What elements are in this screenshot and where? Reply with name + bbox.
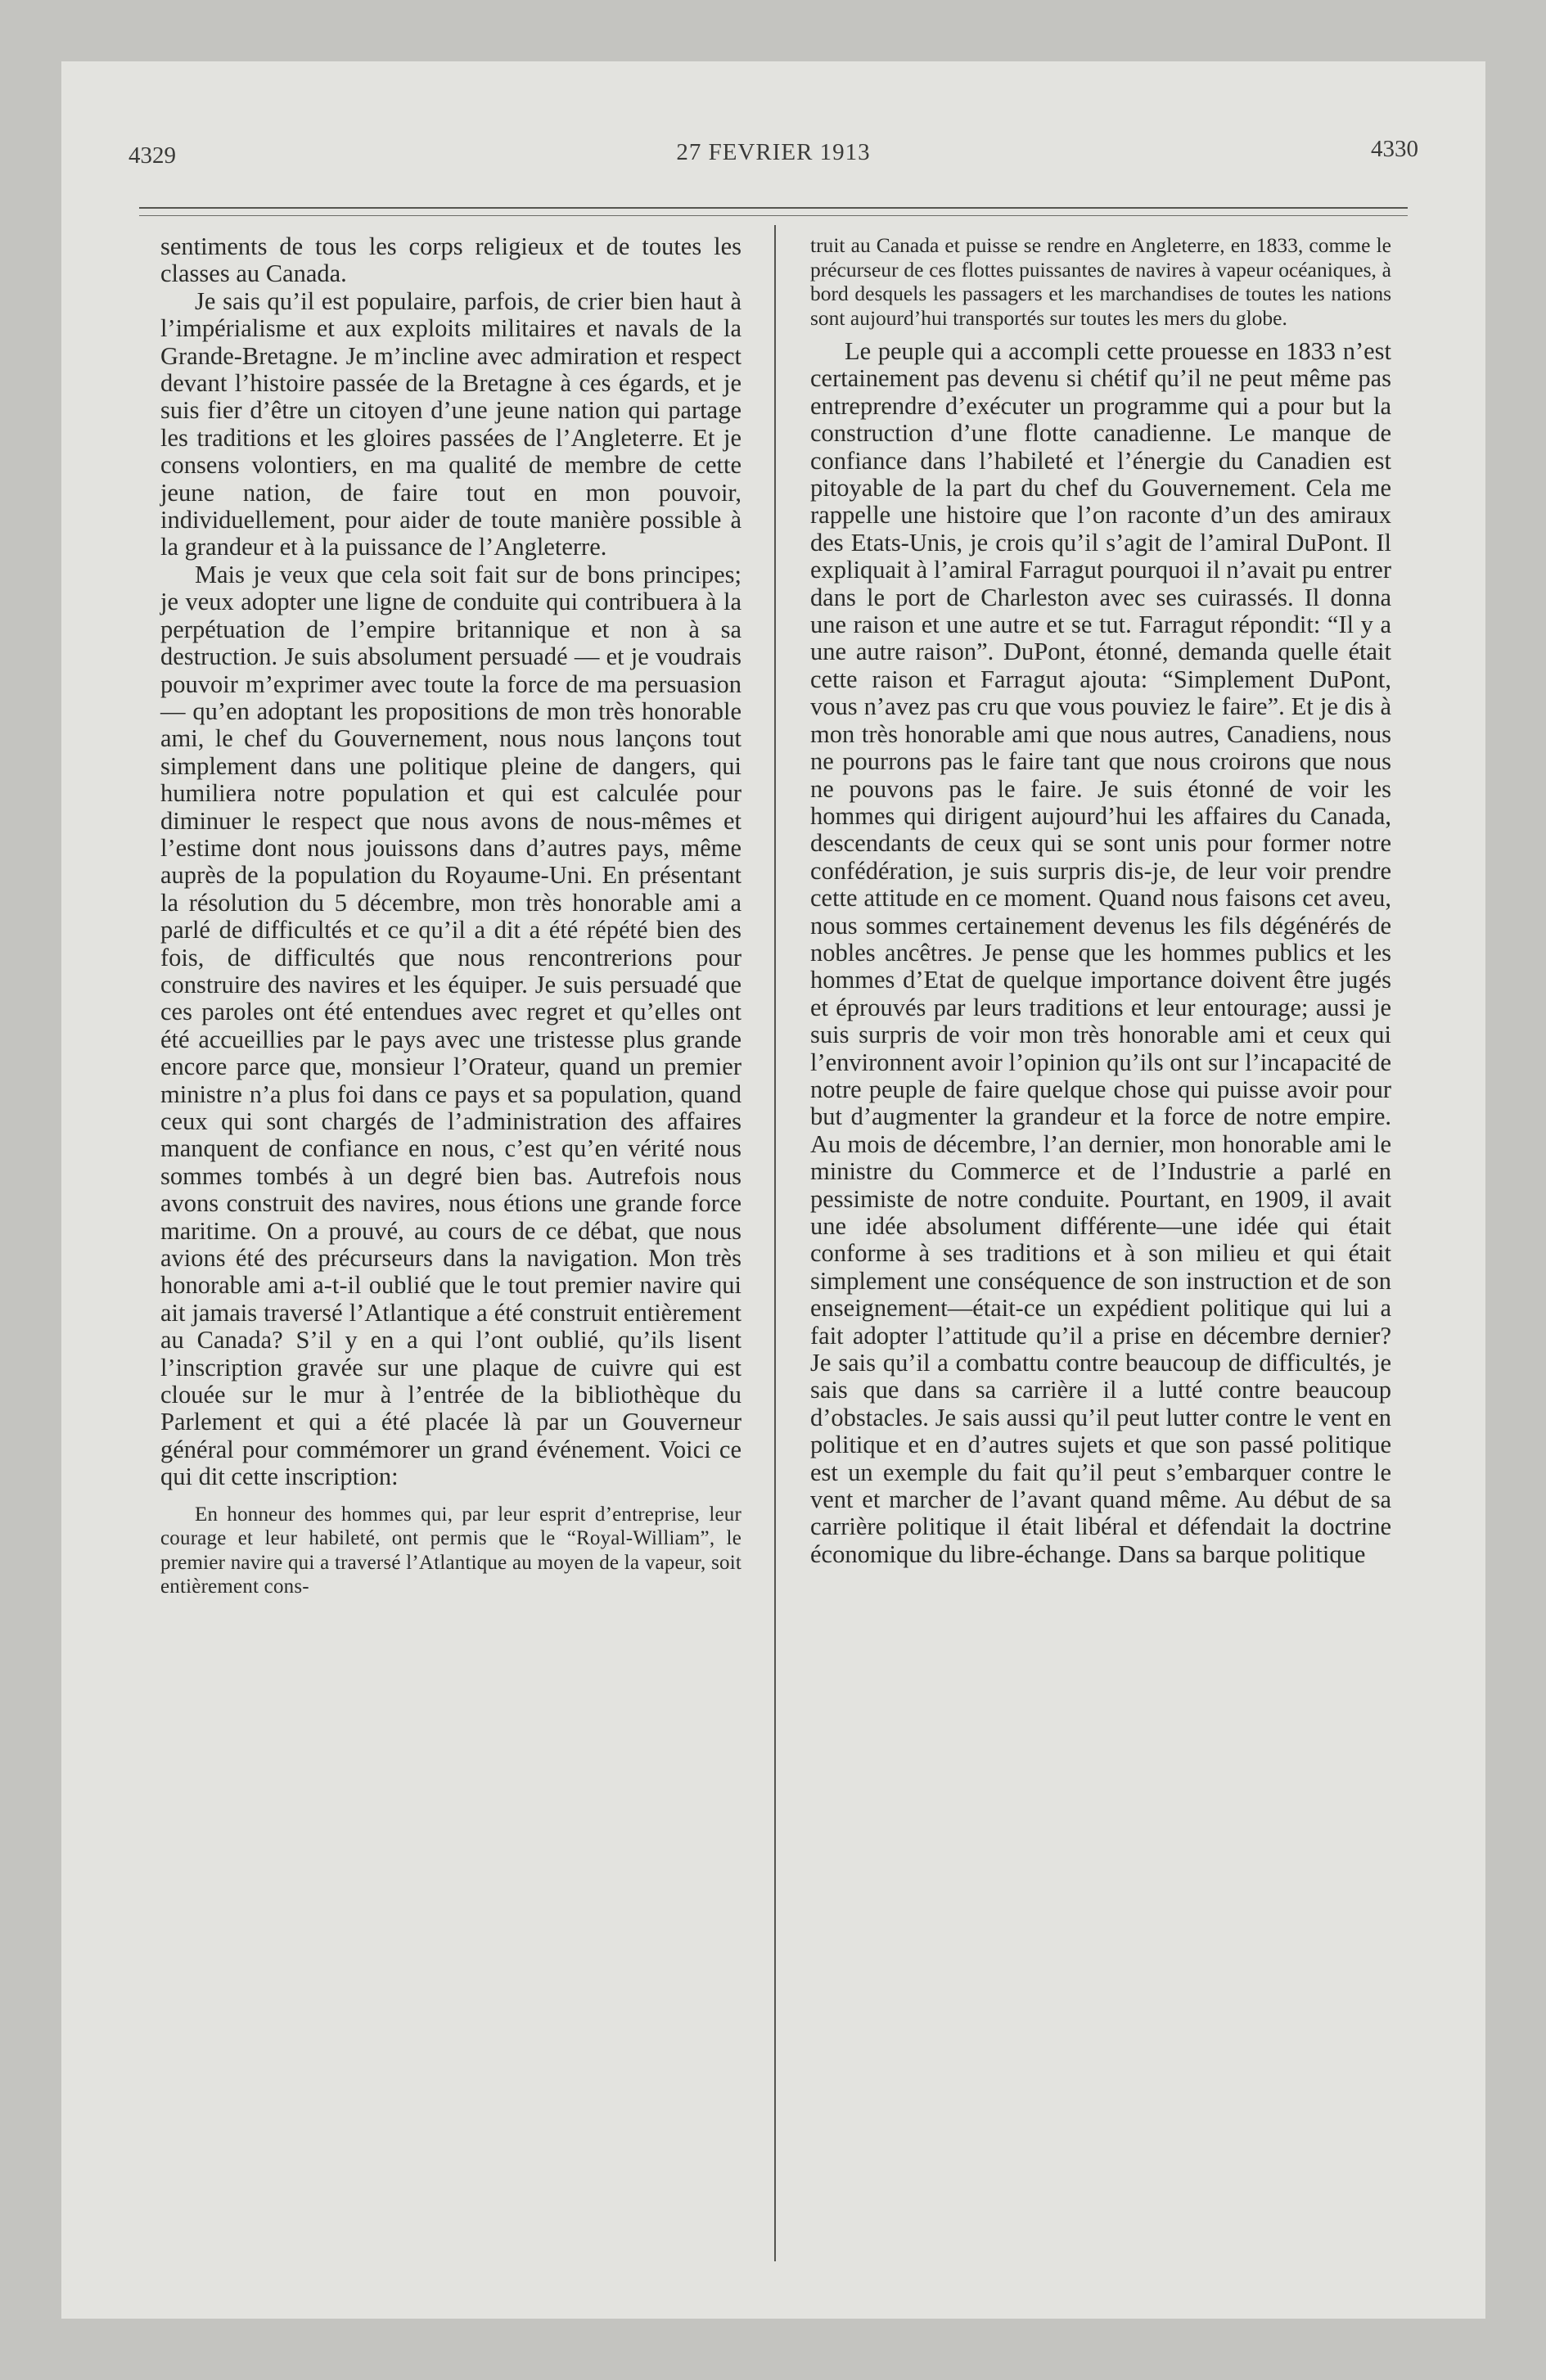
inscription-continuation: truit au Canada et puisse se rendre en Angleterre, en 1833, comme le précurseur de ces flottes puissantes de navires à vapeur océaniques, à bord desquels les passagers et les marchandises de toutes les nations sont aujourd’hui transportés sur toutes les mers du globe.	[810, 233, 1391, 330]
right-column	[810, 233, 1391, 1568]
inscription-text: En honneur des hommes qui, par leur esprit d’entreprise, leur courage et leur habileté, ont permis que le “Royal-William”, le premier navire qui a traversé l’Atlantique au moyen de la vapeur, soit entièrement cons-	[160, 1503, 741, 1598]
page-header	[61, 136, 1485, 180]
left-column	[160, 233, 741, 1599]
paragraph: Je sais qu’il est populaire, parfois, de crier bien haut à l’impérialisme et aux exploits militaires et navals de la Grande-Bretagne. Je m’incline avec admiration et respect devant l’histoire passée de la Bretagne à ces égards, et je suis fier d’être un citoyen d’une jeune nation qui partage les traditions et les gloires passées de l’Angleterre. Et je consens volontiers, en ma qualité de membre de cette jeune nation, de faire tout en mon pouvoir, individuellement, pour aider de toute manière possible à la grandeur et à la puissance de l’Angleterre.	[160, 286, 741, 561]
header-rule	[139, 207, 1408, 209]
paragraph: Mais je veux que cela soit fait sur de bons principes; je veux adopter une ligne de conduite qui contribuera à la perpétuation de l’empire britannique et non à sa destruction. Je suis absolument persuadé — et je voudrais pouvoir m’exprimer avec toute la force de ma persuasion — qu’en adoptant les propositions de mon très honorable ami, le chef du Gouvernement, nous nous lançons tout simplement dans une politique pleine de dangers, qui humiliera notre population et qui est calculée pour diminuer le respect que nous avons de nous-mêmes et l’estime dont nous jouissons dans d’autres pays, même auprès de la population du Royaume-Uni. En présentant la résolution du 5 décembre, mon très honorable ami a parlé de difficultés et ce qu’il a dit a été répété bien des fois, de difficultés que nous rencontrerions pour construire des navires et les équiper. Je suis persuadé que ces paroles ont été entendues avec regret et qu’elles ont été accueillies par le pays avec une tristesse plus grande encore parce que, monsieur l’Orateur, quand un premier ministre n’a plus foi dans ce pays et sa population, quand ceux qui sont chargés de l’administration des affaires manquent de confiance en nous, c’est qu’en vérité nous sommes tombés à un degré bien bas. Autrefois nous avons construit des navires, nous étions une grande force maritime. On a prouvé, au cours de ce débat, que nous avions été des précurseurs dans la navigation. Mon très honorable ami a-t-il oublié que le tout premier navire qui ait jamais traversé l’Atlantique a été construit entièrement au Canada? S’il y en a qui l’ont oublié, qu’ils lisent l’inscription gravée sur une plaque de cuivre qui est clouée sur le mur à l’entrée de la bibliothèque du Parlement et qui a été placée là par un Gouverneur général pour commémorer un grand événement. Voici ce qui dit cette inscription:	[160, 560, 741, 1491]
page-number-right: 4330	[1371, 136, 1418, 162]
header-rule-thin	[139, 215, 1408, 216]
paragraph: Le peuple qui a accompli cette prouesse en 1833 n’est certainement pas devenu si chétif qu’il ne peut même pas entreprendre d’exécuter un programme qui a pour but la construction d’une flotte canadienne. Le manque de confiance dans l’habileté et l’énergie du Canadien est pitoyable de la part du chef du Gouvernement. Cela me rappelle une histoire que l’on raconte d’un des amiraux des Etats-Unis, je crois qu’il s’agit de l’amiral DuPont. Il expliquait à l’amiral Farragut pourquoi il n’avait pu entrer dans le port de Charleston avec ses cuirassés. Il donna une raison et une autre et se tut. Farragut répondit: “Il y a une autre raison”. DuPont, étonné, demanda quelle était cette raison et Farragut ajouta: “Simplement DuPont, vous n’avez pas cru que vous pouviez le faire”. Et je dis à mon très honorable ami que nous autres, Canadiens, nous ne pourrons pas le faire tant que nous croirons que nous ne pouvons pas le faire. Je suis étonné de voir les hommes qui dirigent aujourd’hui les affaires du Canada, descendants de ceux qui se sont unis pour former notre confédération, je suis surpris dis-je, de leur voir prendre cette attitude en ce moment. Quand nous faisons cet aveu, nous sommes certainement devenus les fils dégénérés de nobles ancêtres. Je pense que les hommes publics et les hommes d’Etat de quelque importance doivent être jugés et éprouvés par leurs traditions et leur entourage; aussi je suis surpris de voir mon très honorable ami et ceux qui l’environnent avoir l’opinion qu’ils ont sur l’incapacité de notre peuple de faire quelque chose qui puisse avoir pour but d’augmenter la grandeur et la force de notre empire. Au mois de décembre, l’an dernier, mon honorable ami le ministre du Commerce et de l’Industrie a parlé en pessimiste de notre conduite. Pourtant, en 1909, il avait une idée absolument différente—une idée qui était conforme à ses traditions et à son milieu et qui était simplement une conséquence de son instruction et de son enseignement—était-ce un expédient politique qui lui a fait adopter l’attitude qu’il a prise en décembre dernier? Je sais qu’il a combattu contre beaucoup de difficultés, je sais que dans sa carrière il a lutté contre beaucoup d’obstacles. Je sais aussi qu’il peut lutter contre le vent en politique et en d’autres sujets et que son passé politique est un exemple du fait qu’il peut s’embarquer contre le vent et marcher de l’avant quand même. Au début de sa carrière politique il était libéral et défendait la doctrine économique du libre-échange. Dans sa barque politique	[810, 337, 1391, 1568]
page-date: 27 FEVRIER 1913	[676, 139, 871, 165]
page-number-left: 4329	[128, 142, 176, 169]
column-divider	[774, 225, 776, 2261]
page	[61, 61, 1485, 2319]
paragraph: sentiments de tous les corps religieux et de toutes les classes au Canada.	[160, 232, 741, 288]
